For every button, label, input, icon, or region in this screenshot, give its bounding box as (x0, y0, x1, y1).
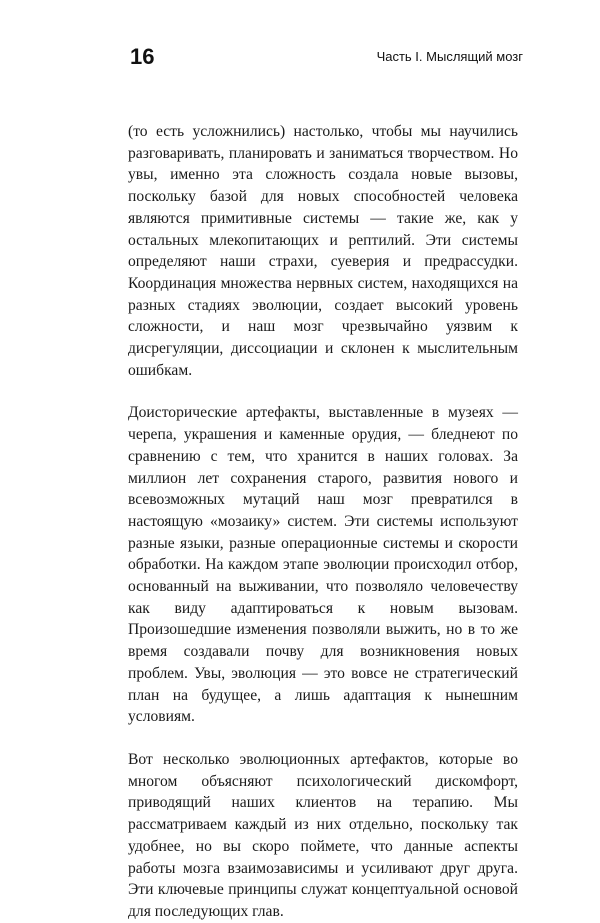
running-head: Часть I. Мыслящий мозг (376, 49, 523, 64)
paragraph-3: Вот несколько эволюционных артефактов, которые во многом объясняют психологический дискомфорт, приводящий наших клиентов на терапию. Мы рассматриваем каждый из них отдельно, поскольку так удобнее, но вы скоро поймете, что данные аспекты работы мозга взаимозависимы и усиливают друг друга. Эти ключевые принципы служат концептуальной основой для последующих глав. (128, 750, 518, 920)
body-text (128, 121, 518, 923)
paragraph-2: Доисторические артефакты, выставленные в музеях — черепа, украшения и каменные орудия, — бледнеют по сравнению с тем, что хранится в наших головах. За миллион лет сохранения старого, развития нового и всевозможных мутаций наш мозг превратился в настоящую «мозаику» систем. Эти системы используют разные языки, разные операционные системы и скорости обработки. На каждом этапе эволюции происходил отбор, основанный на выживании, что позволяло человечеству как виду адаптироваться к новым вызовам. Произошедшие изменения позволяли выжить, но в то же время создавали почву для возникновения новых проблем. Увы, эволюция — это вовсе не стратегический план на будущее, а лишь адаптация к нынешним условиям. (128, 404, 518, 726)
page-number: 16 (130, 44, 155, 69)
paragraph-1: (то есть усложнились) настолько, чтобы мы научились разговаривать, планировать и заниматься творчеством. Но увы, именно эта сложность создала новые вызовы, поскольку базой для новых способностей человека являются примитивные системы — такие же, как у остальных млекопитающих и рептилий. Эти системы определяют наши страхи, суеверия и предрассудки. Координация множества нервных систем, находящихся на разных стадиях эволюции, создает высокий уровень сложности, и наш мозг чрезвычайно уязвим к дисрегуляции, диссоциации и склонен к мыслительным ошибкам. (128, 123, 518, 379)
